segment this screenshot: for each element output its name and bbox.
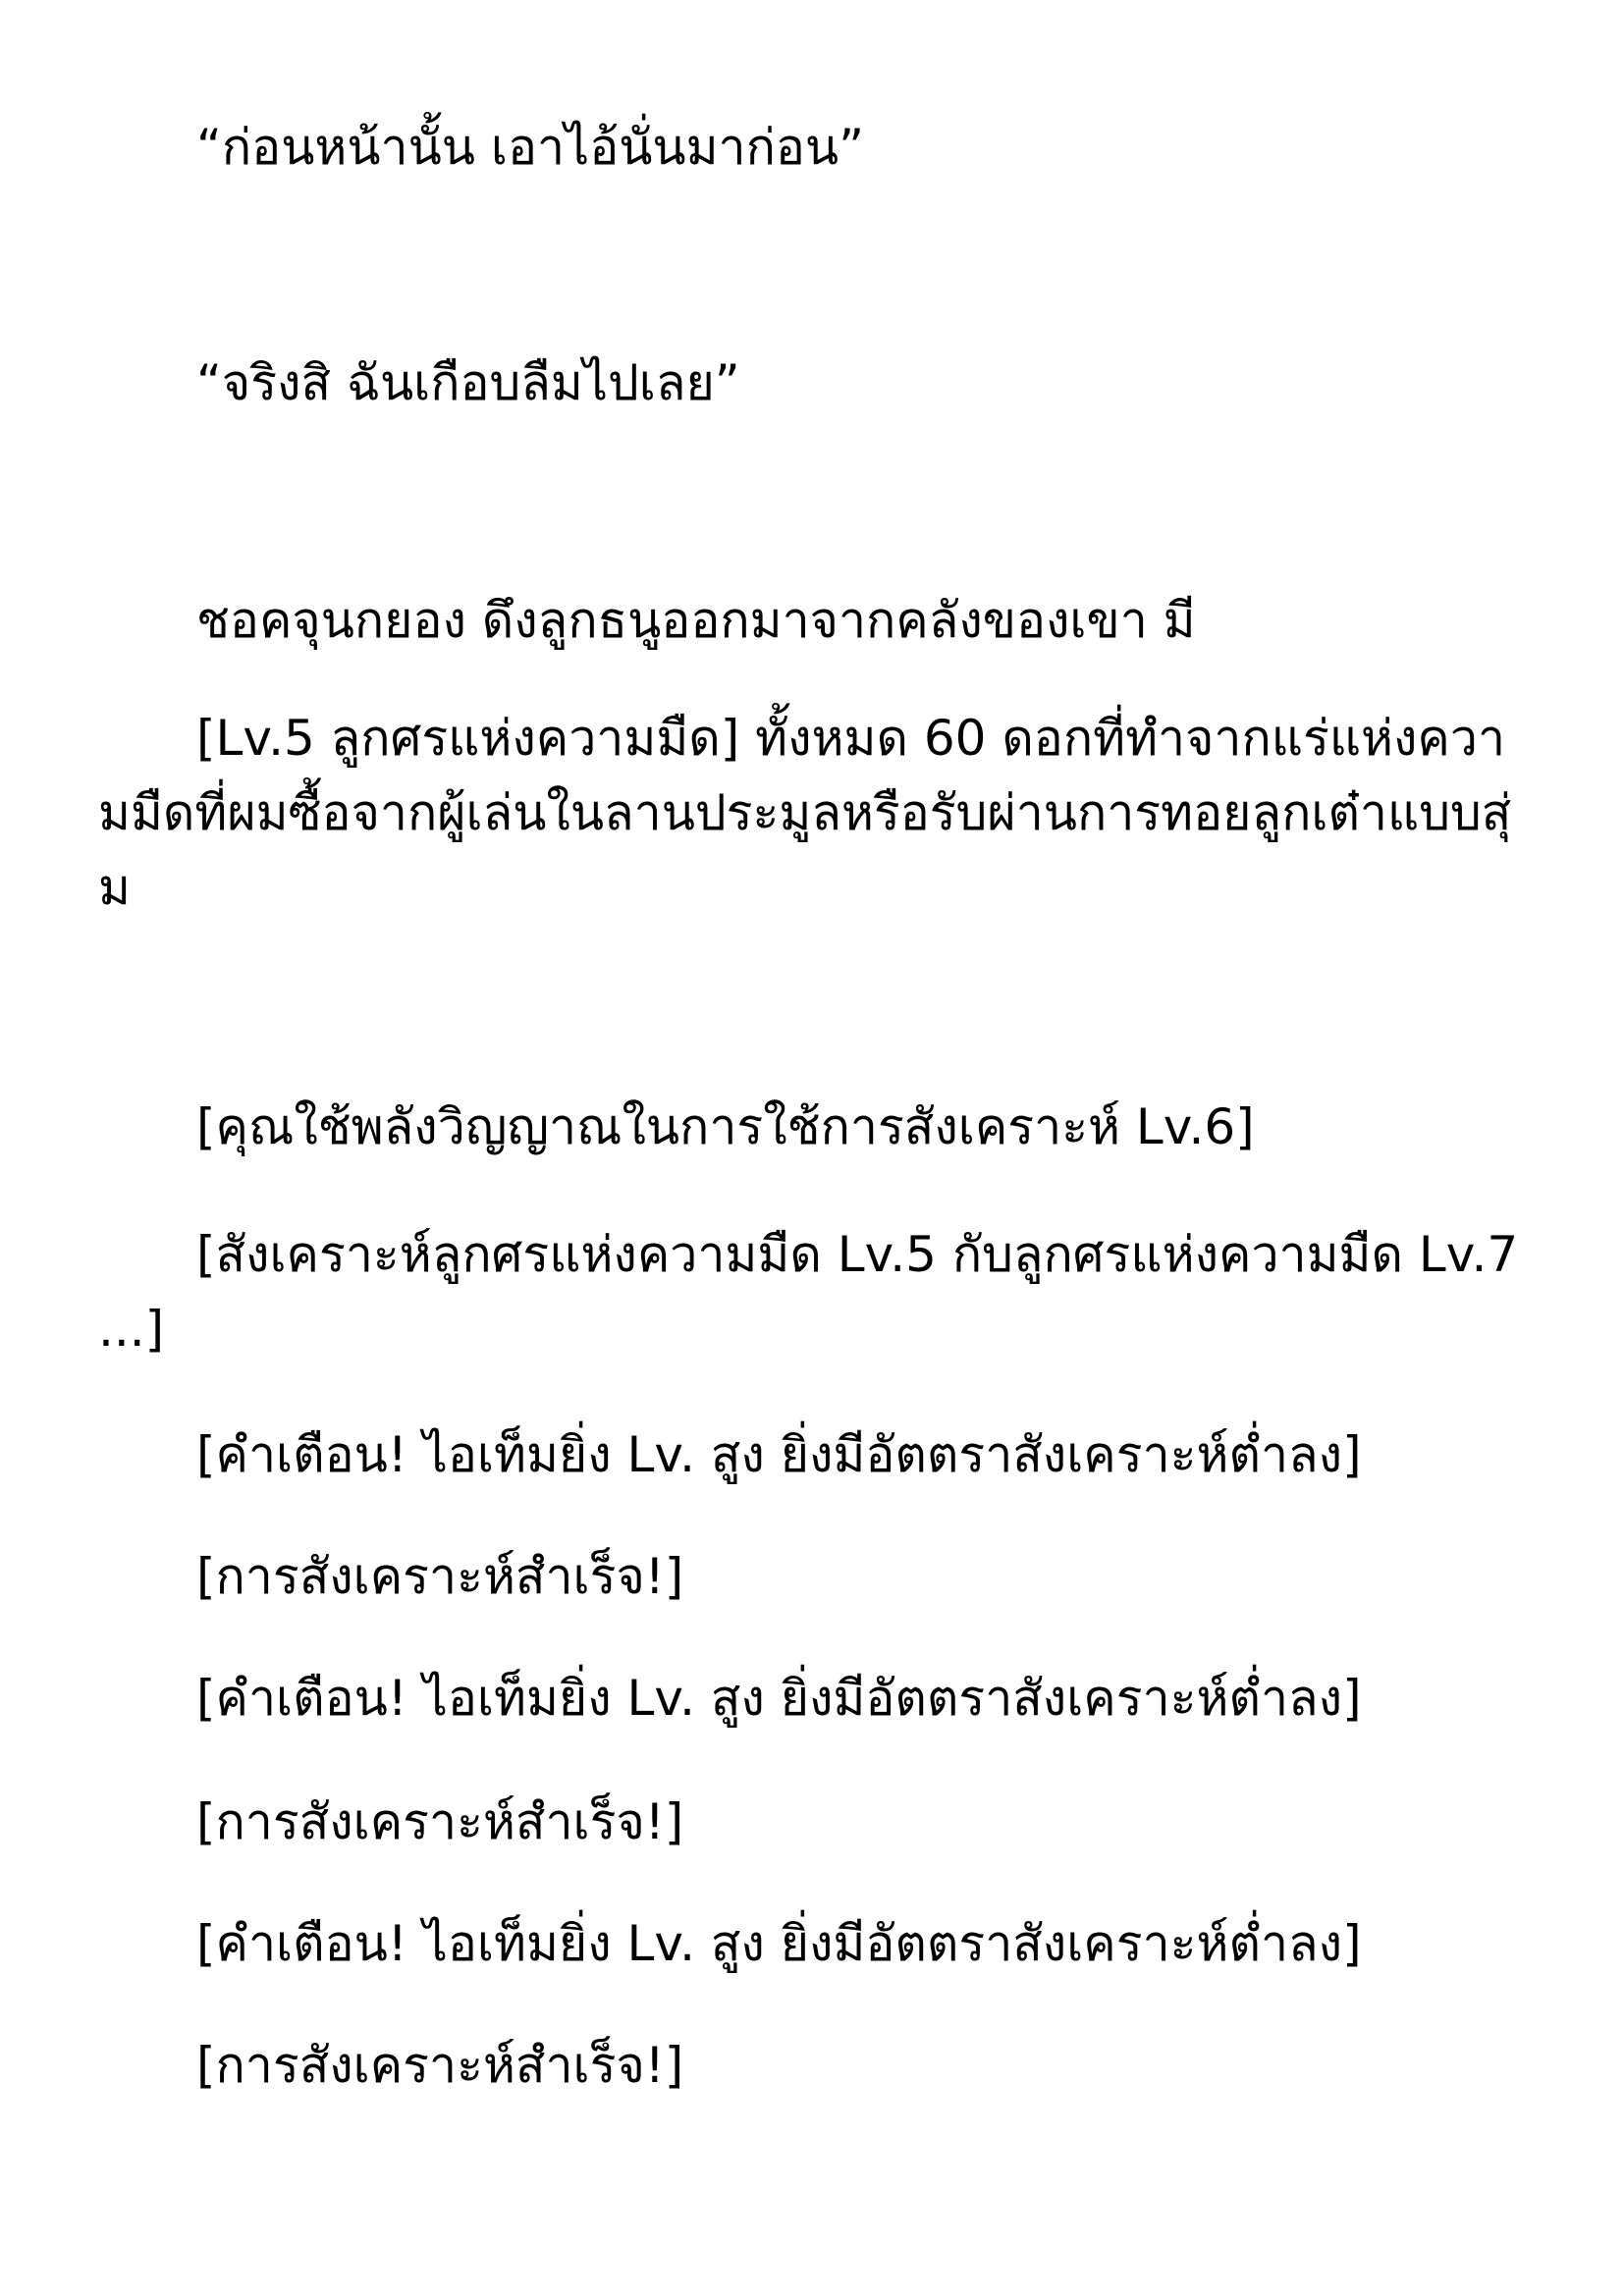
- paragraph-system-warning-3: [คำเตือน! ไอเท็มยิ่ง Lv. สูง ยิ่งมีอัตตราสังเคราะห์ต่ำลง]: [196, 1915, 1362, 1972]
- paragraph-system-success-3: [การสังเคราะห์สำเร็จ!]: [196, 2037, 684, 2094]
- paragraph-system-message-1: [คุณใช้พลังวิญญาณในการใช้การสังเคราะห์ Lv.6]: [196, 1098, 1255, 1155]
- paragraph-system-success-1: [การสังเคราะห์สำเร็จ!]: [196, 1548, 684, 1605]
- paragraph-system-message-2: [สังเคราะห์ลูกศรแห่งความมืด Lv.5 กับลูกศรแห่งความมืด Lv.7 ...]: [98, 1226, 1519, 1358]
- paragraph-system-warning-1: [คำเตือน! ไอเท็มยิ่ง Lv. สูง ยิ่งมีอัตตราสังเคราะห์ต่ำลง]: [196, 1426, 1362, 1483]
- paragraph-narration-1: ชอคจุนกยอง ดึงลูกธนูออกมาจากคลังของเขา มี: [196, 592, 1196, 649]
- paragraph-dialogue-1: “ก่อนหน้านั้น เอาไอ้นั่นมาก่อน”: [196, 119, 865, 176]
- paragraph-dialogue-2: “จริงสิ ฉันเกือบลืมไปเลย”: [196, 354, 740, 411]
- paragraph-system-success-2: [การสังเคราะห์สำเร็จ!]: [196, 1793, 684, 1850]
- paragraph-system-warning-2: [คำเตือน! ไอเท็มยิ่ง Lv. สูง ยิ่งมีอัตตราสังเคราะห์ต่ำลง]: [196, 1670, 1362, 1727]
- paragraph-narration-2: [Lv.5 ลูกศรแห่งความมืด] ทั้งหมด 60 ดอกที่ทำจากแร่แห่งความมืดที่ผมซื้อจากผู้เล่นในลานประมูลหรือรับผ่านการทอยลูกเต๋าแบบสุ่ม: [98, 710, 1512, 916]
